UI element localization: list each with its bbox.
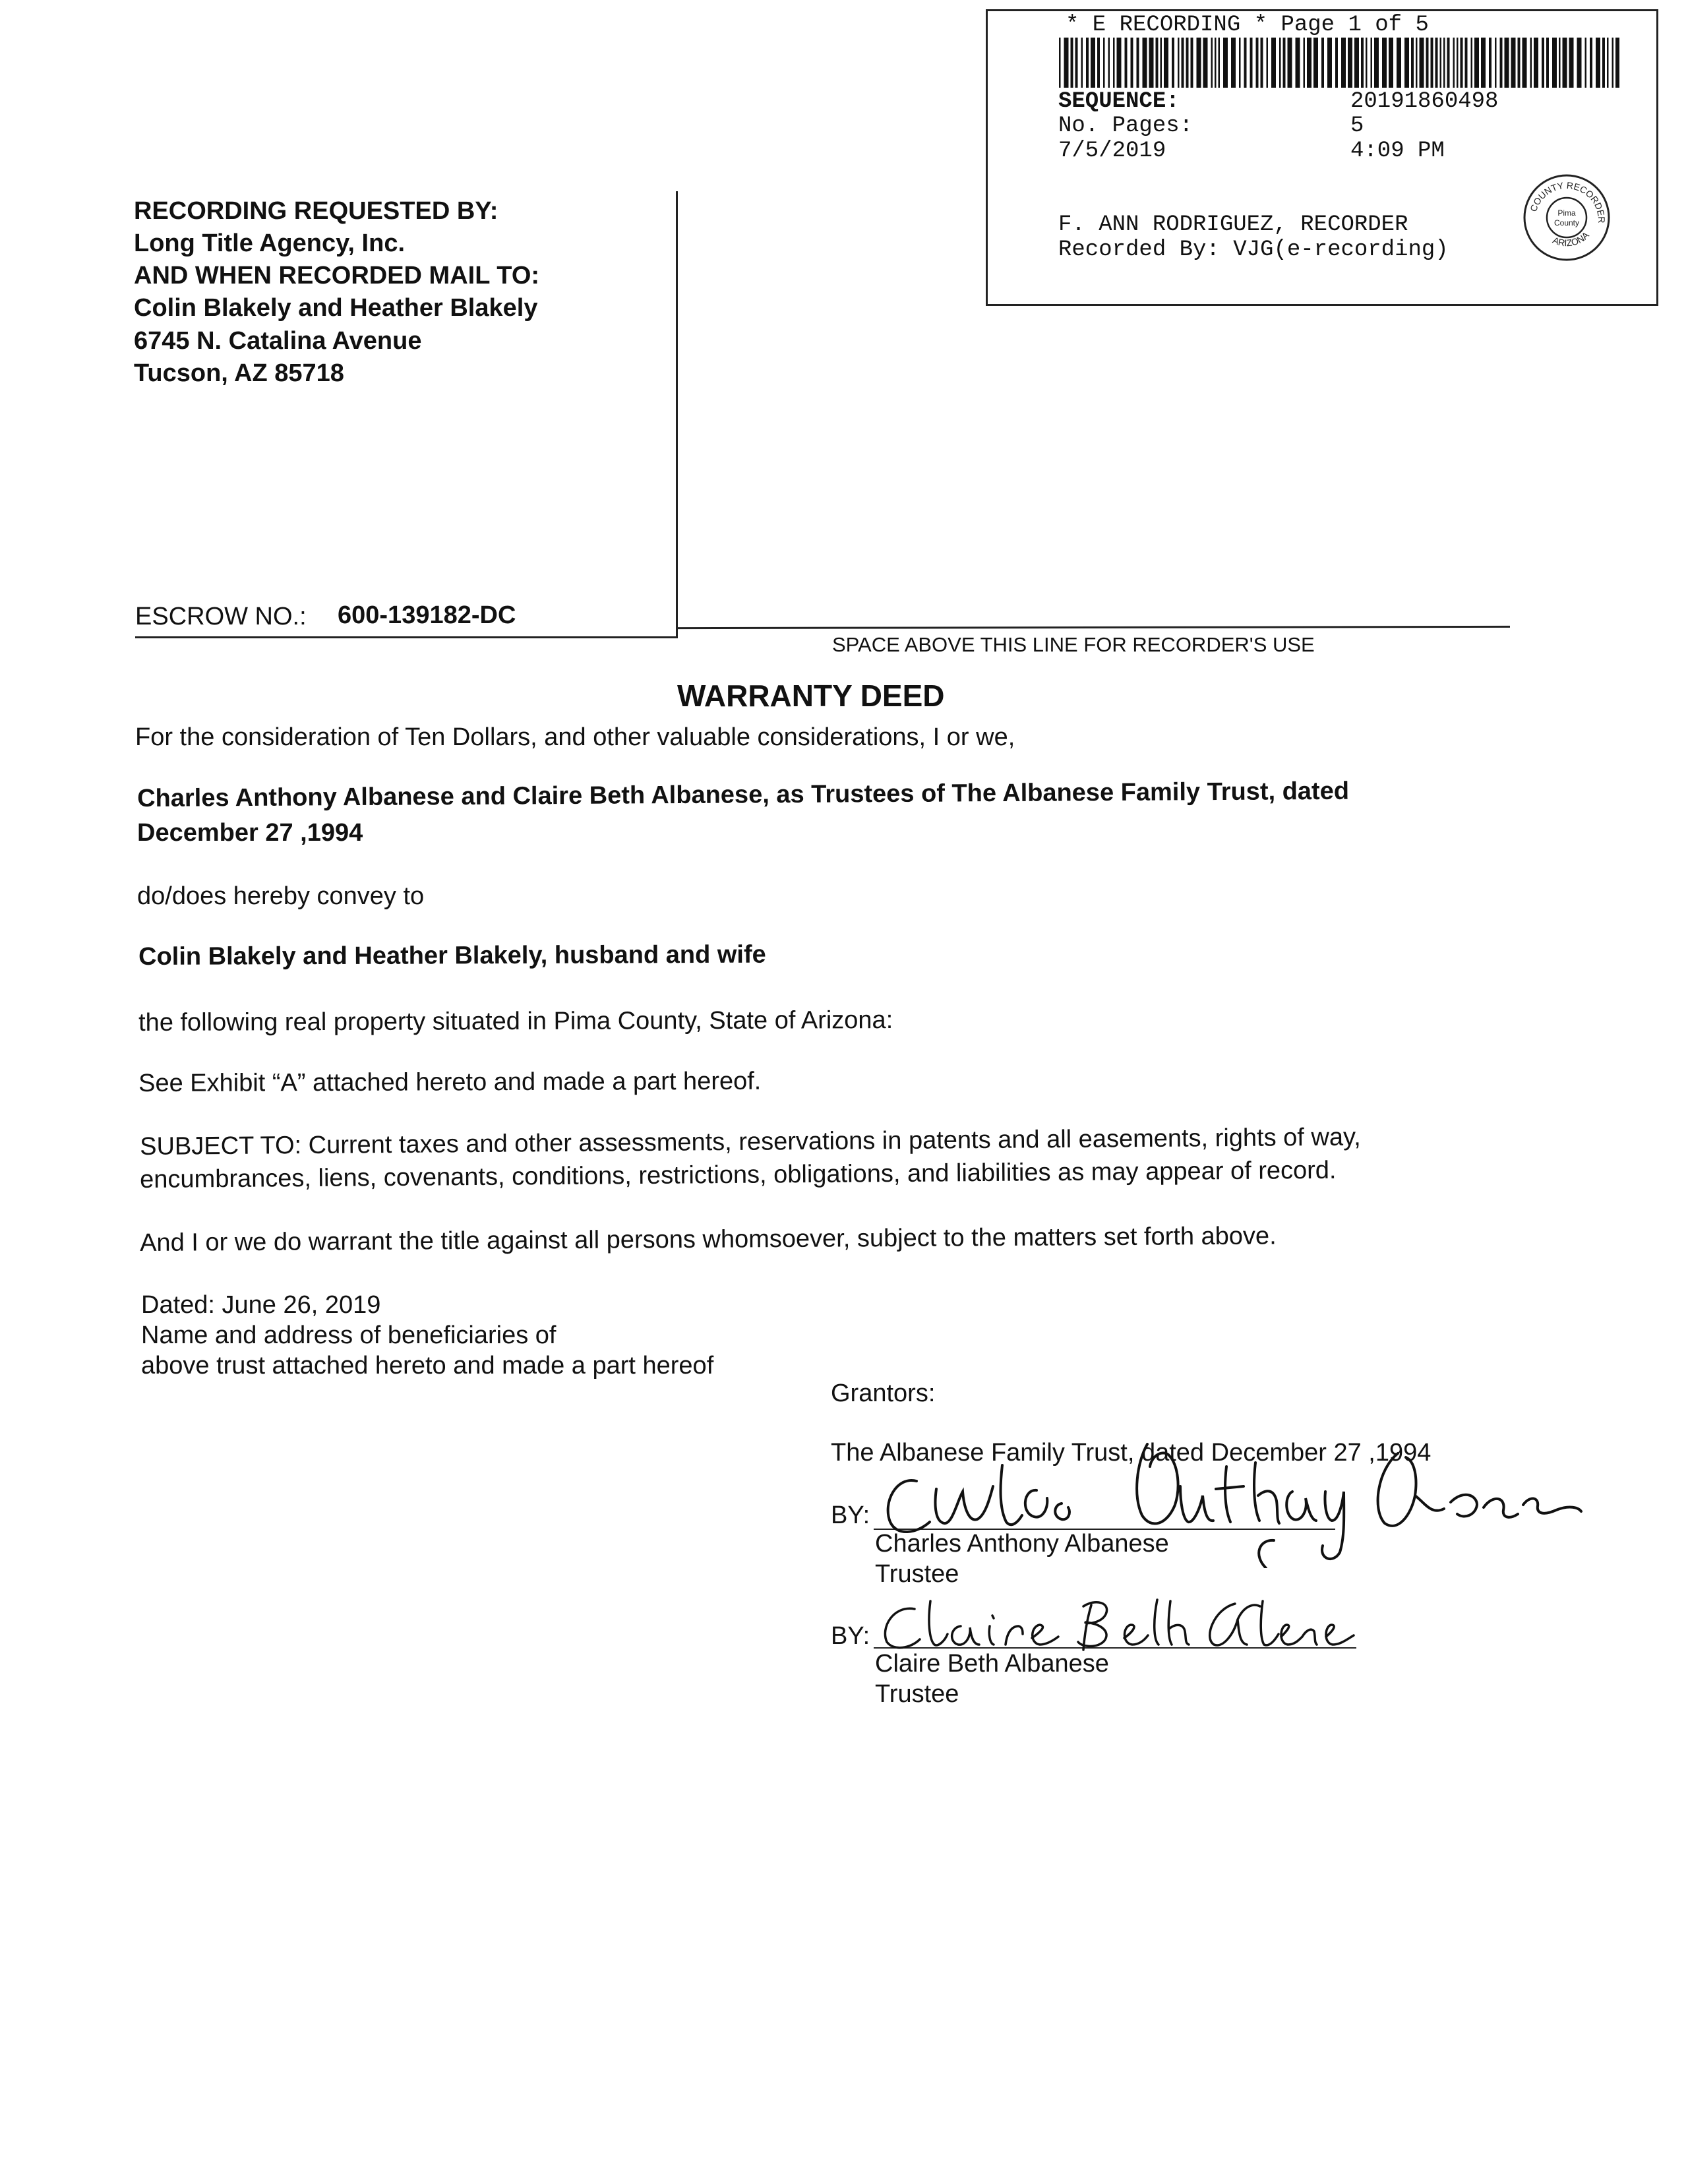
deed-title: WARRANTY DEED — [677, 679, 945, 713]
mail-to-street: 6745 N. Catalina Avenue — [134, 327, 422, 355]
recorder-space-rule — [678, 626, 1510, 629]
signer2-name: Claire Beth Albanese — [875, 1650, 1109, 1678]
escrow-rule — [135, 636, 678, 638]
svg-text:ARIZONA: ARIZONA — [1551, 229, 1591, 249]
mail-to-label: AND WHEN RECORDED MAIL TO: — [134, 262, 540, 289]
mail-to-city: Tucson, AZ 85718 — [134, 359, 344, 387]
pages-value: 5 — [1350, 113, 1364, 138]
grantees-text: Colin Blakely and Heather Blakely, husband and wife — [138, 940, 766, 971]
subject-to-line2: encumbrances, liens, covenants, conditions, restrictions, obligations, and liabilities as may appear of record. — [140, 1156, 1337, 1194]
recorder-stamp-box — [986, 9, 1658, 306]
grantors-text-line1: Charles Anthony Albanese and Claire Beth Albanese, as Trustees of The Albanese Family Trust, dated — [137, 777, 1350, 812]
recorder-name: F. ANN RODRIGUEZ, RECORDER — [1058, 212, 1408, 237]
beneficiaries-line2: above trust attached hereto and made a part hereof — [141, 1352, 714, 1380]
signer2-title: Trustee — [875, 1680, 959, 1708]
trust-name: The Albanese Family Trust, dated December 27 ,1994 — [831, 1439, 1432, 1467]
dated-text: Dated: June 26, 2019 — [141, 1291, 381, 1319]
mail-to-name: Colin Blakely and Heather Blakely — [134, 294, 538, 322]
exhibit-text: See Exhibit “A” attached hereto and made a part hereof. — [138, 1067, 762, 1097]
sequence-value: 20191860498 — [1350, 89, 1499, 114]
pages-label: No. Pages: — [1058, 113, 1193, 138]
requested-by-company: Long Title Agency, Inc. — [134, 229, 406, 257]
signer1-title: Trustee — [875, 1560, 959, 1588]
grantors-label: Grantors: — [831, 1380, 936, 1407]
beneficiaries-line1: Name and address of beneficiaries of — [141, 1321, 557, 1349]
consideration-text: For the consideration of Ten Dollars, and other valuable considerations, I or we, — [135, 723, 1015, 751]
property-text: the following real property situated in Pima County, State of Arizona: — [138, 1006, 893, 1037]
svg-text:COUNTY RECORDER: COUNTY RECORDER — [1528, 179, 1608, 224]
recorded-by: Recorded By: VJG(e-recording) — [1058, 237, 1449, 262]
signer1-name: Charles Anthony Albanese — [875, 1530, 1169, 1558]
escrow-label: ESCROW NO.: — [135, 603, 307, 630]
recorder-space-note: SPACE ABOVE THIS LINE FOR RECORDER'S USE — [832, 633, 1315, 656]
grantors-text-line2: December 27 ,1994 — [137, 819, 363, 847]
requested-by-label: RECORDING REQUESTED BY: — [134, 197, 498, 225]
svg-text:Pima: Pima — [1557, 208, 1576, 218]
warrant-text: And I or we do warrant the title against all persons whomsoever, subject to the matters set forth above. — [140, 1222, 1277, 1257]
recording-time: 4:09 PM — [1350, 138, 1445, 164]
svg-text:County: County — [1553, 218, 1580, 228]
escrow-number: 600-139182-DC — [338, 601, 516, 629]
sequence-label: SEQUENCE: — [1058, 89, 1180, 114]
by-label-1: BY: — [831, 1502, 870, 1529]
barcode — [1059, 38, 1619, 88]
convey-text: do/does hereby convey to — [137, 882, 425, 910]
by-label-2: BY: — [831, 1622, 870, 1650]
county-seal-icon — [1521, 171, 1613, 264]
recording-date: 7/5/2019 — [1058, 138, 1166, 164]
subject-to-line1: SUBJECT TO: Current taxes and other assessments, reservations in patents and all easements, rights of way, — [140, 1123, 1361, 1161]
recording-header: * E RECORDING * Page 1 of 5 — [1066, 13, 1429, 38]
recorder-area-divider — [676, 191, 678, 637]
